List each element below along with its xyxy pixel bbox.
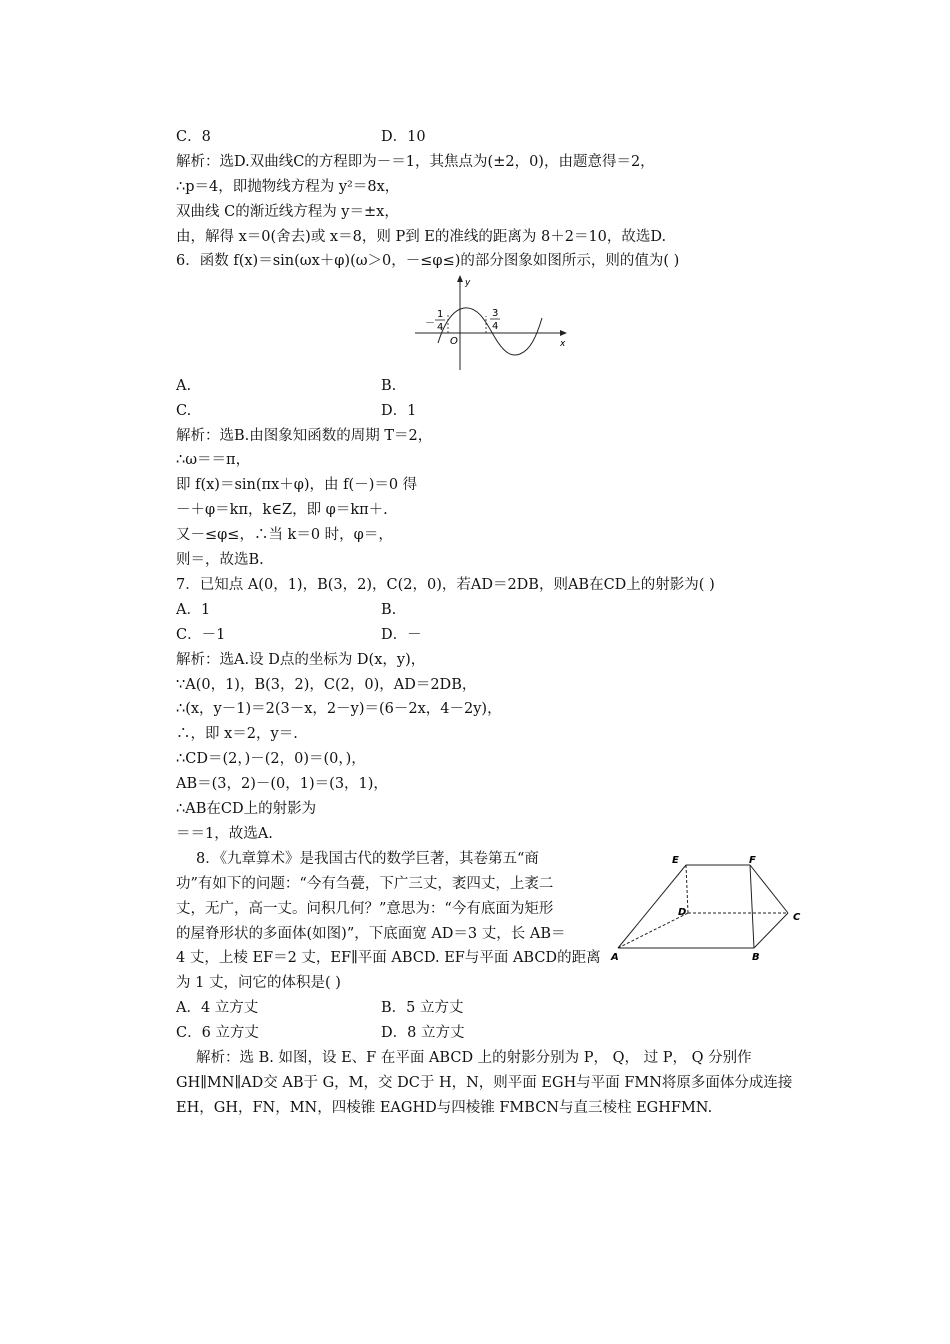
q7-option-b: B.	[381, 602, 397, 618]
vertex-label-c: C	[793, 912, 801, 923]
q8-option-d: D．8 立方丈	[381, 1025, 465, 1041]
edge-ae	[618, 865, 686, 948]
hidden-edge-de	[686, 865, 688, 913]
edge-bf	[750, 865, 754, 948]
q6-solution-line: ∴ω＝＝π，	[176, 452, 251, 468]
q7-option-c: C．－1	[176, 627, 226, 643]
sine-curve	[438, 308, 542, 355]
vertex-label-d: D	[678, 907, 687, 918]
q8-solution-line: EH，GH，FN，MN，四棱锥 EAGHD与四棱锥 FMBCN与直三棱柱 EGHFMN.	[176, 1100, 713, 1116]
q6-solution-line: 解析：选B.由图象知函数的周期 T＝2，	[176, 428, 433, 444]
y-axis-arrow-icon	[457, 275, 463, 282]
q7-solution-line: ∴(x，y－1)＝2(3－x，2－y)＝(6－2x，4－2y)，	[176, 701, 502, 717]
tick-label-denominator: 4	[437, 322, 444, 333]
q6-stem: 6．函数 f(x)＝sin(ωx＋φ)(ω＞0，－≤φ≤)的部分图象如图所示，则的值为( )	[176, 253, 680, 269]
q7-option-d: D．－	[381, 627, 422, 643]
q6-solution-line: －＋φ＝kπ，k∈Z，即 φ＝kπ＋.	[176, 502, 388, 518]
q5-solution-line: ∴p＝4，即抛物线方程为 y²＝8x，	[176, 179, 400, 195]
q5-option-c: C．8	[176, 129, 211, 145]
q7-solution-line: ∴CD＝(2，)－(2，0)＝(0，)，	[176, 751, 366, 767]
q5-solution-line: 由，解得 x＝0(舍去)或 x＝8，则 P到 E的准线的距离为 8＋2＝10，故选D.	[176, 229, 667, 245]
q5-solution-line: 双曲线 C的渐近线方程为 y＝±x，	[176, 204, 399, 220]
q8-stem-line: 功”有如下的问题：“今有刍甍，下广三丈，袤四丈，上袤二	[176, 876, 554, 892]
tick-label-numerator: 1	[437, 309, 444, 320]
q8-option-a: A．4 立方丈	[176, 1000, 259, 1016]
q7-solution-line: ＝＝1，故选A.	[176, 826, 273, 842]
q8-stem-line: 丈，无广，高一丈。问积几何？”意思为：“今有底面为矩形	[176, 901, 554, 917]
tick-label-minus-sign: －	[425, 318, 435, 329]
q7-solution-line: ∵A(0，1)，B(3，2)，C(2，0)，AD＝2DB，	[176, 677, 477, 693]
q8-solution-line: 解析：选 B. 如图，设 E、F 在平面 ABCD 上的射影分别为 P， Q， 过 P， Q 分别作	[196, 1050, 752, 1066]
vertex-label-a: A	[611, 952, 619, 963]
y-axis-label: y	[465, 278, 471, 288]
q7-stem: 7．已知点 A(0，1)，B(3，2)，C(2，0)，若AD＝2DB，则AB在CD上的射影为( )	[176, 577, 715, 593]
q8-stem-line: 为 1 丈，问它的体积是( )	[176, 975, 341, 991]
sine-graph-figure	[412, 272, 572, 372]
polyhedron-figure	[608, 852, 808, 967]
q8-stem-line: 8．《九章算术》是我国古代的数学巨著，其卷第五“商	[196, 851, 539, 867]
edge-bc	[754, 913, 788, 948]
q7-option-a: A．1	[176, 602, 211, 618]
edge-cf	[750, 865, 788, 913]
q8-option-b: B．5 立方丈	[381, 1000, 464, 1016]
q5-solution-line: 解析：选D.双曲线C的方程即为－＝1，其焦点为(±2，0)，由题意得＝2，	[176, 154, 655, 170]
q6-option-b: B.	[381, 378, 397, 394]
q7-solution-line: ∴AB在CD上的射影为	[176, 801, 317, 817]
q7-solution-line: AB＝(3，2)－(0，1)＝(3，1)，	[176, 776, 388, 792]
q6-solution-line: 又－≤φ≤，∴当 k＝0 时，φ＝，	[176, 527, 393, 543]
vertex-label-b: B	[752, 952, 760, 963]
q6-solution-line: 即 f(x)＝sin(πx＋φ)，由 f(－)＝0 得	[176, 477, 418, 493]
q7-solution-line: ∴，即 x＝2，y＝.	[176, 726, 298, 742]
q6-option-c: C.	[176, 403, 192, 419]
q8-solution-line: GH∥MN∥AD交 AB于 G，M，交 DC于 H，N，则平面 EGH与平面 FMN将原多面体分成连接	[176, 1075, 793, 1091]
q8-stem-line: 4 丈，上棱 EF＝2 丈，EF∥平面 ABCD. EF与平面 ABCD的距离	[176, 950, 601, 966]
x-axis-label: x	[560, 339, 566, 349]
tick-label-denominator: 4	[492, 321, 499, 332]
q6-option-a: A.	[176, 378, 192, 394]
q6-solution-line: 则＝，故选B.	[176, 552, 264, 568]
x-axis-arrow-icon	[560, 330, 567, 336]
vertex-label-f: F	[749, 855, 756, 866]
q5-option-d: D．10	[381, 129, 426, 145]
q8-option-c: C．6 立方丈	[176, 1025, 259, 1041]
tick-label-numerator: 3	[492, 308, 499, 319]
q8-stem-line: 的屋脊形状的多面体(如图)”，下底面宽 AD＝3 丈，长 AB＝	[176, 926, 566, 942]
q7-solution-line: 解析：选A.设 D点的坐标为 D(x，y)，	[176, 652, 426, 668]
origin-label: O	[450, 336, 458, 347]
vertex-label-e: E	[672, 855, 679, 866]
q6-option-d: D．1	[381, 403, 417, 419]
hidden-edge-ad	[618, 913, 688, 948]
